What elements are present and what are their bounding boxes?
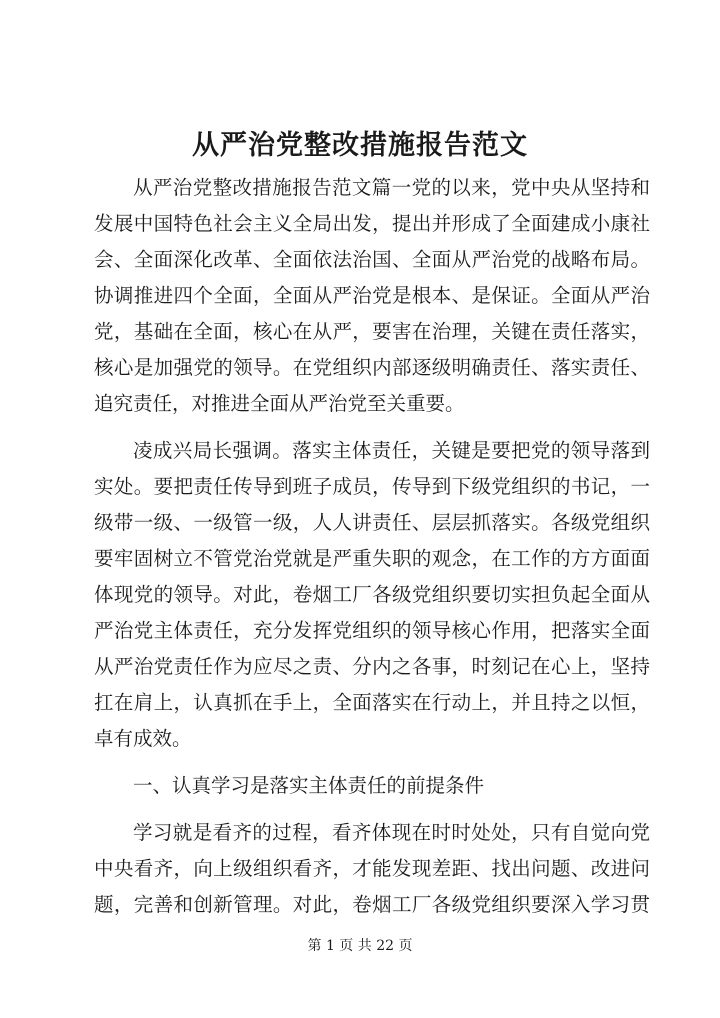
page-number-footer: 第 1 页 共 22 页 — [307, 938, 413, 954]
paragraph-1-line-5: 党，基础在全面，核心在从严，要害在治理，关键在责任落实， — [94, 320, 650, 343]
document-body — [94, 170, 650, 923]
paragraph-2-line-8: 扛在肩上，认真抓在手上，全面落实在行动上，并且持之以恒， — [94, 691, 650, 714]
paragraph-2-line-3: 级带一级、一级管一级，人人讲责任、层层抓落实。各级党组织 — [94, 511, 650, 534]
paragraph-3-line-2: 中央看齐，向上级组织看齐，才能发现差距、找出问题、改进问 — [94, 857, 650, 880]
paragraph-2-line-4: 要牢固树立不管党治党就是严重失职的观念，在工作的方方面面 — [94, 547, 650, 570]
paragraph-1-line-4: 协调推进四个全面，全面从严治党是根本、是保证。全面从严治 — [94, 284, 650, 307]
paragraph-2-line-9: 卓有成效。 — [94, 727, 192, 750]
section-heading-1: 一、认真学习是落实主体责任的前提条件 — [133, 774, 485, 797]
paragraph-2-line-6: 严治党主体责任，充分发挥党组织的领导核心作用，把落实全面 — [94, 619, 650, 642]
paragraph-2-line-2: 实处。要把责任传导到班子成员，传导到下级党组织的书记，一 — [94, 475, 650, 498]
paragraph-3-line-3: 题，完善和创新管理。对此，卷烟工厂各级党组织要深入学习贯 — [94, 893, 650, 916]
paragraph-3-line-1: 学习就是看齐的过程，看齐体现在时时处处，只有自觉向党 — [133, 821, 650, 844]
paragraph-1-line-1: 从严治党整改措施报告范文篇一党的以来，党中央从坚持和 — [133, 176, 650, 199]
document-title: 从严治党整改措施报告范文 — [192, 130, 528, 161]
paragraph-1-line-7: 追究责任，对推进全面从严治党至关重要。 — [94, 392, 465, 415]
paragraph-1-line-2: 发展中国特色社会主义全局出发，提出并形成了全面建成小康社 — [94, 212, 650, 235]
paragraph-1-line-3: 会、全面深化改革、全面依法治国、全面从严治党的战略布局。 — [94, 248, 650, 271]
paragraph-2-line-7: 从严治党责任作为应尽之责、分内之各事，时刻记在心上，坚持 — [94, 655, 650, 678]
paragraph-2-line-1: 凌成兴局长强调。落实主体责任，关键是要把党的领导落到 — [133, 439, 650, 462]
paragraph-1-line-6: 核心是加强党的领导。在党组织内部逐级明确责任、落实责任、 — [94, 356, 650, 379]
paragraph-2-line-5: 体现党的领导。对此，卷烟工厂各级党组织要切实担负起全面从 — [94, 583, 650, 606]
